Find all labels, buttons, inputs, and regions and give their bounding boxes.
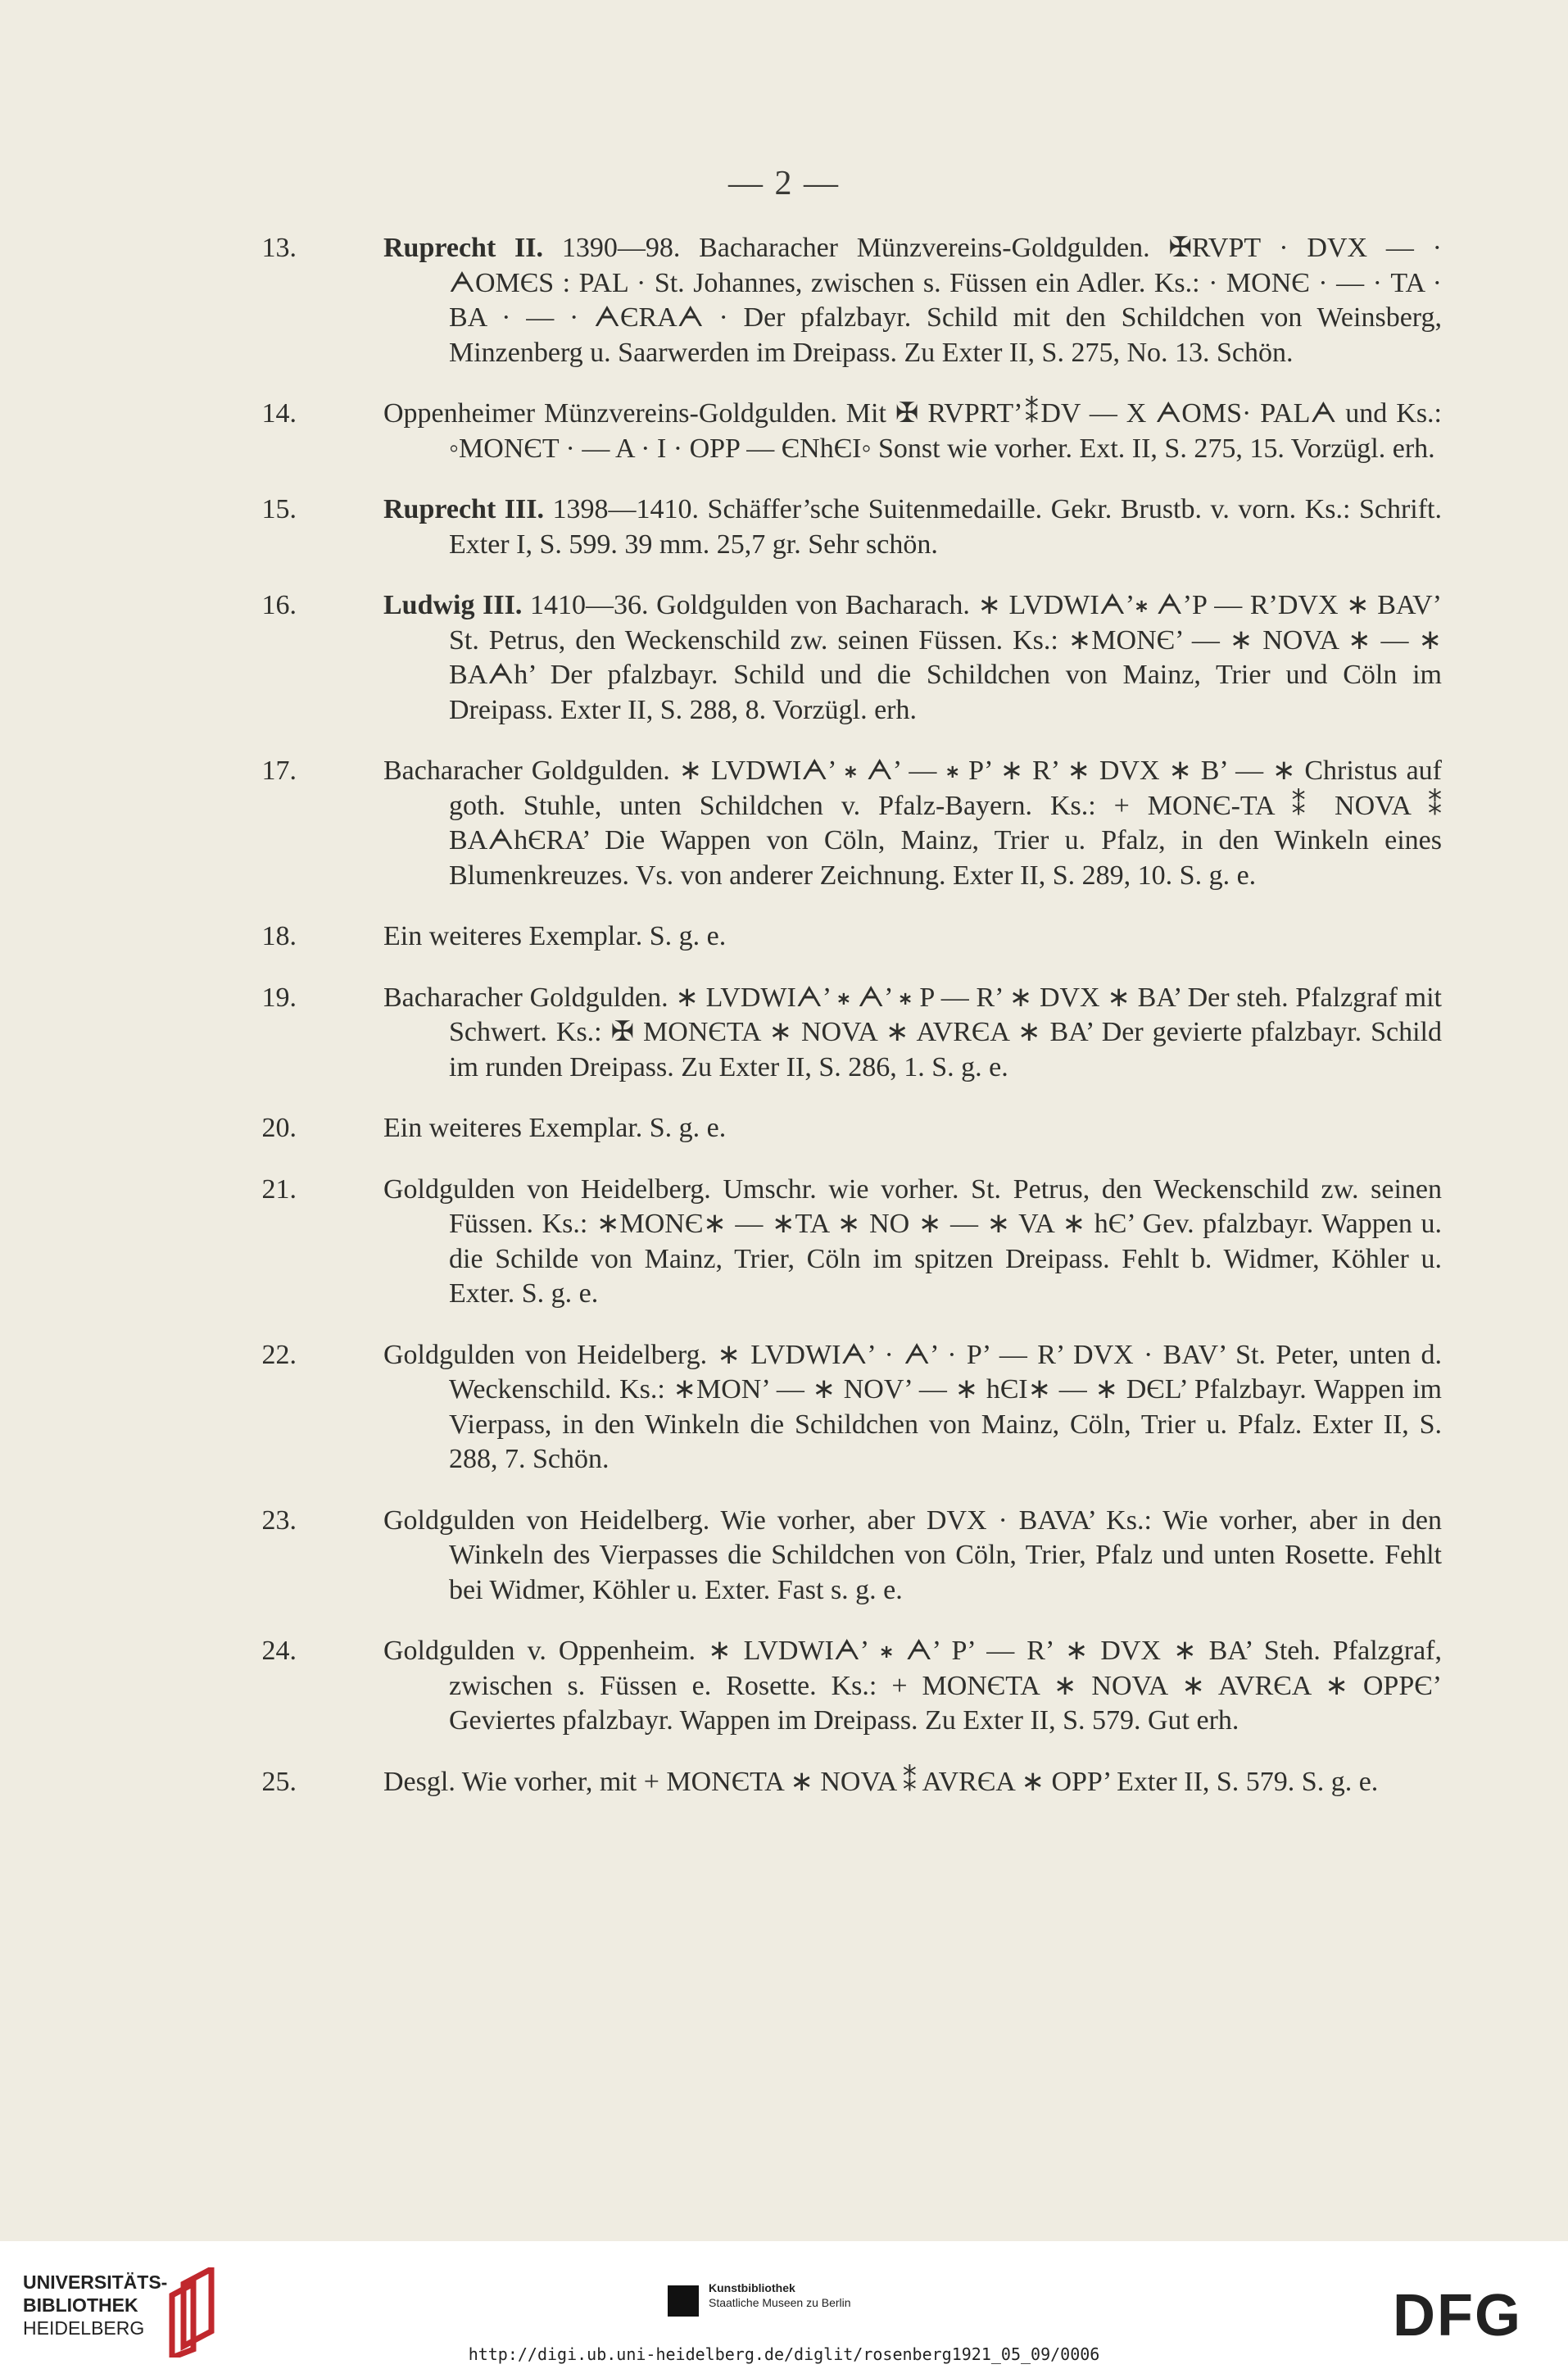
entry-number: 15.: [261, 494, 297, 524]
entry-description: Goldgulden von Heidelberg. Umschr. wie vorher. St. Petrus, den Weckenschild zw. seinen Füssen. Ks.: ∗MONЄ∗ — ∗TA ∗ NO ∗ — ∗ VA ∗ hЄ’ Gev. pfalzbayr. Wappen u. die Schilde von Mainz, Trier, Cöln im spitzen Dreipass. Fehlt b. Widmer, Köhler u. Exter. S. g. e.: [383, 1173, 1442, 1309]
entry-description: Oppenheimer Münzvereins-Goldgulden. Mit ✠ RVPRT’⁑DV — X ᗅOMS· PALᗅ und Ks.: ◦MONЄT · — A · I · OPP — ЄNhЄI◦ Sonst wie vorher. Ext. II, S. 275, 15. Vorzügl. erh.: [383, 398, 1442, 464]
entry-number: 24.: [261, 1636, 297, 1666]
entry-text: [383, 1504, 1442, 1609]
catalogue-entries: [261, 231, 1442, 1826]
entry-number: 14.: [261, 398, 297, 429]
entry-number: 17.: [261, 756, 297, 786]
entry-description: Goldgulden v. Oppenheim. ∗ LVDWIᗅ’ ∗ ᗅ’ P’ — R’ ∗ DVX ∗ BA’ Steh. Pfalzgraf, zwischen s. Füssen e. Rosette. Ks.: + MONЄTA ∗ NOVA ∗ AVRЄA ∗ OPPЄ’ Geviertes pfalzbayr. Wappen im Dreipass. Zu Exter II, S. 579. Gut erh.: [383, 1636, 1442, 1736]
entry-description: Goldgulden von Heidelberg. ∗ LVDWIᗅ’ · ᗅ’ · P’ — R’ DVX · BAV’ St. Peter, unten d. Weckenschild. Ks.: ∗MON’ — ∗ NOV’ — ∗ hЄI∗ — ∗ DЄL’ Pfalzbayr. Wappen im Vierpass, in den Winkeln die Schildchen von Mainz, Cöln, Trier u. Pfalz. Exter II, S. 288, 7. Schön.: [383, 1339, 1442, 1474]
entry-number: 23.: [261, 1504, 297, 1536]
entry-description: Bacharacher Goldgulden. ∗ LVDWIᗅ’ ∗ ᗅ’ — ∗ P’ ∗ R’ ∗ DVX ∗ B’ — ∗ Christus auf goth. Stuhle, unten Schildchen v. Pfalz-Bayern. Ks.: + MONЄ-TA ⁑ NOVA ⁑ BAᗅhЄRA’ Die Wappen von Cöln, Mainz, Trier u. Pfalz, in den Winkeln eines Blumenkreuzes. Vs. von anderer Zeichnung. Exter II, S. 289, 10. S. g. e.: [383, 756, 1442, 891]
catalogue-entry: [261, 1111, 1442, 1146]
permalink-url[interactable]: http://digi.ub.uni-heidelberg.de/diglit/rosenberg1921_05_09/0006: [468, 2344, 1100, 2364]
entry-text: [383, 231, 1442, 370]
catalogue-entry: [261, 397, 1442, 466]
entry-text: [383, 1634, 1442, 1739]
catalogue-entry: [261, 919, 1442, 955]
entry-text: [383, 1765, 1442, 1800]
entry-description: 1398—1410. Schäffer’sche Suitenmedaille. Gekr. Brustb. v. vorn. Ks.: Schrift. Exter I, S. 599. 39 mm. 25,7 gr. Sehr schön.: [449, 494, 1442, 560]
catalogue-entry: [261, 1634, 1442, 1739]
entry-heading: Ruprecht II.: [383, 233, 544, 263]
ub-line-3: HEIDELBERG: [23, 2317, 145, 2339]
entry-text: [383, 492, 1442, 562]
entry-heading: Ruprecht III.: [383, 494, 544, 524]
entry-text: [383, 588, 1442, 728]
entry-description: Ein weiteres Exemplar. S. g. e.: [383, 921, 727, 951]
catalogue-entry: [261, 1504, 1442, 1609]
ub-line-1: UNIVERSITÄTS-: [23, 2271, 168, 2293]
kunstbibliothek-square-icon: [668, 2285, 699, 2317]
entry-text: [383, 981, 1442, 1086]
entry-number: 21.: [261, 1173, 297, 1205]
entry-text: [383, 754, 1442, 893]
entry-number: 18.: [261, 921, 297, 951]
catalogue-entry: [261, 492, 1442, 562]
entry-number: 25.: [261, 1766, 297, 1797]
entry-description: Goldgulden von Heidelberg. Wie vorher, aber DVX · BAVA’ Ks.: Wie vorher, aber in den Winkeln des Vierpasses die Schildchen von Cöln, Trier, Pfalz und unten Rosette. Fehlt bei Widmer, Köhler u. Exter. Fast s. g. e.: [383, 1504, 1442, 1605]
catalogue-entry: [261, 1338, 1442, 1477]
entry-text: [383, 1111, 1442, 1146]
catalogue-entry: [261, 754, 1442, 893]
catalogue-entry: [261, 1765, 1442, 1800]
entry-text: [383, 919, 1442, 955]
university-library-name: [23, 2271, 167, 2339]
entry-number: 20.: [261, 1113, 297, 1143]
kunstbibliothek-text: [709, 2280, 851, 2310]
catalogue-entry: [261, 981, 1442, 1086]
kb-line-2: Staatliche Museen zu Berlin: [709, 2296, 851, 2309]
catalogue-entry: [261, 588, 1442, 728]
kb-line-1: Kunstbibliothek: [709, 2281, 795, 2294]
entry-number: 16.: [261, 590, 297, 620]
entry-heading: Ludwig III.: [383, 590, 523, 620]
entry-description: Bacharacher Goldgulden. ∗ LVDWIᗅ’ ∗ ᗅ’ ∗ P — R’ ∗ DVX ∗ BA’ Der steh. Pfalzgraf mit Schwert. Ks.: ✠ MONЄTA ∗ NOVA ∗ AVRЄA ∗ BA’ Der gevierte pfalzbayr. Schild im runden Dreipass. Zu Exter II, S. 286, 1. S. g. e.: [383, 982, 1442, 1082]
entry-description: 1410—36. Goldgulden von Bacharach. ∗ LVDWIᗅ’∗ ᗅ’P — R’DVX ∗ BAV’ St. Petrus, den Weckenschild zw. seinen Füssen. Ks.: ∗MONЄ’ — ∗ NOVA ∗ — ∗ BAᗅh’ Der pfalzbayr. Schild und die Schildchen von Mainz, Trier und Cöln im Dreipass. Exter II, S. 288, 8. Vorzügl. erh.: [449, 590, 1442, 725]
catalogue-entry: [261, 1173, 1442, 1312]
university-library-logo[interactable]: [23, 2259, 236, 2358]
entry-description: Ein weiteres Exemplar. S. g. e.: [383, 1113, 727, 1143]
catalogue-entry: [261, 231, 1442, 370]
entry-text: [383, 1173, 1442, 1312]
entry-description: 1390—98. Bacharacher Münzvereins-Goldgulden. ✠RVPT · DVX — · ᗅOMЄS : PAL · St. Johannes, zwischen s. Füssen ein Adler. Ks.: · MONЄ · — · TA · BA · — · ᗅЄRAᗅ · Der pfalzbayr. Schild mit den Schildchen von Weinsberg, Minzenberg u. Saarwerden im Dreipass. Zu Exter II, S. 275, No. 13. Schön.: [449, 233, 1442, 368]
ub-line-2: BIBLIOTHEK: [23, 2294, 138, 2316]
entry-number: 19.: [261, 982, 297, 1013]
page-number: — 2 —: [728, 165, 840, 202]
entry-text: [383, 1338, 1442, 1477]
viewer-footer: [0, 2241, 1568, 2378]
dfg-logo[interactable]: DFG: [1393, 2283, 1522, 2349]
entry-number: 13.: [261, 233, 297, 263]
entry-description: Desgl. Wie vorher, mit + MONЄTA ∗ NOVA ⁑ AVRЄA ∗ OPP’ Exter II, S. 579. S. g. e.: [383, 1766, 1379, 1797]
entry-number: 22.: [261, 1339, 297, 1370]
entry-text: [383, 397, 1442, 466]
